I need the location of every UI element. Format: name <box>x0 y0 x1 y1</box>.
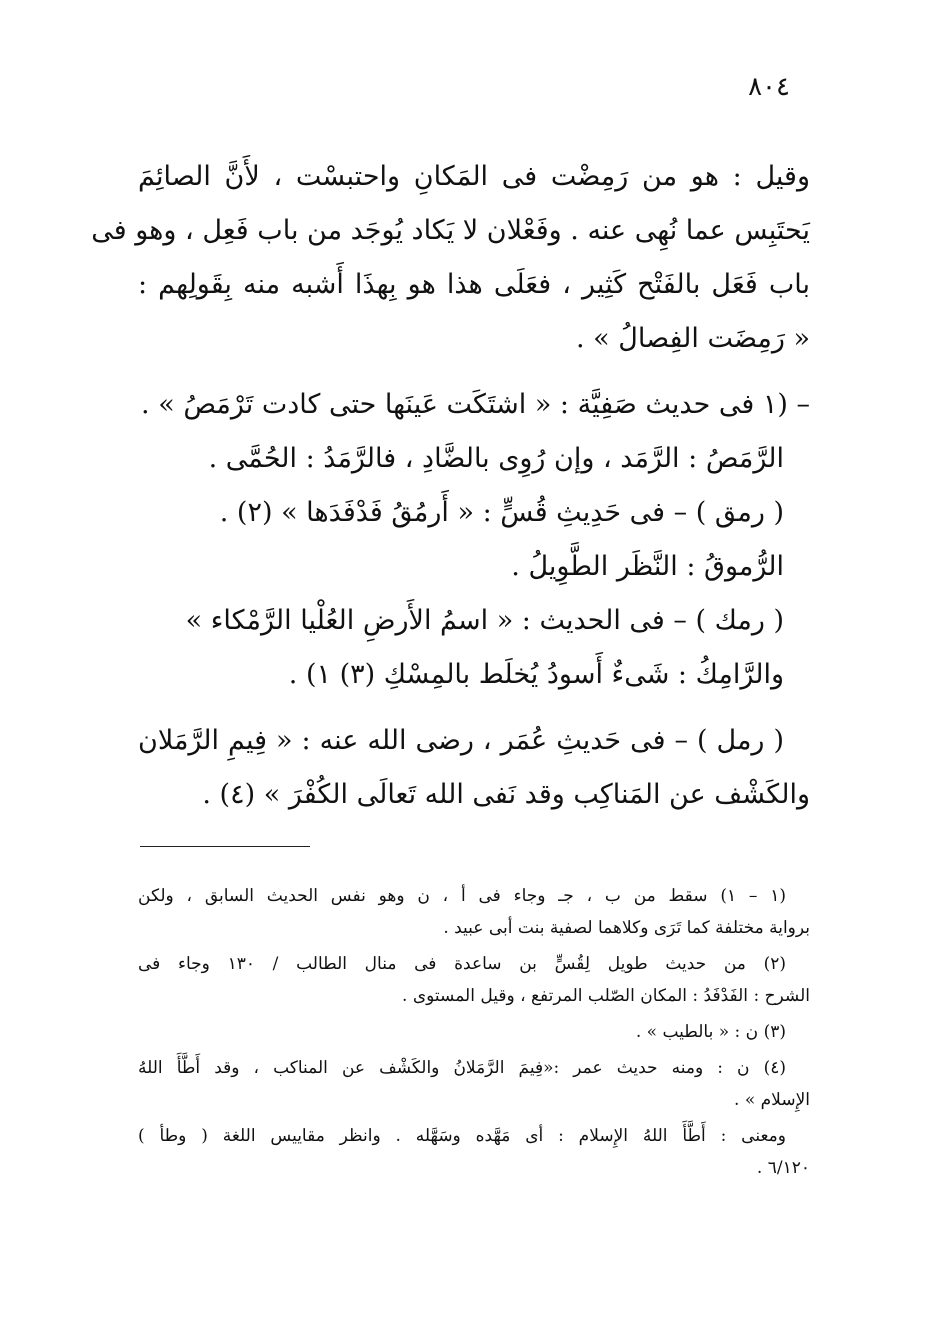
paragraph-2-line: والكَشْف عن المَناكِب وقد نَفى الله تَعالَى الكُفْرَ » (٤) . <box>202 779 810 810</box>
footnote-line: ومعنى : أَطَّأَ اللهُ الإِسلام : أى مَهَّده وسَهَّله . وانظر مقاييس اللغة ( وطأ ) <box>138 1126 786 1146</box>
footnote-line: (١ – ١) سقط من ب ، جـ وجاء فى أ ، ن وهو نفس الحديث السابق ، ولكن <box>138 886 787 906</box>
entry-rml-heading: ( رمل ) – فى حَديثِ عُمَر ، رضى الله عنه : « فِيمِ الرَّمَلان <box>138 725 784 756</box>
main-text <box>91 150 810 822</box>
paragraph-1-line: « رَمِضَت الفِصالُ » . <box>575 323 810 354</box>
paragraph-1-line: يَحتَبِس عما نُهِى عنه . وفَعْلان لا يَكاد يُوجَد من باب فَعِل ، وهو فى <box>91 215 810 246</box>
footnote-line: برواية مختلفة كما تَرَى وكلاهما لصفية بنت أبى عبيد . <box>443 918 810 938</box>
footnote-line: (٢) من حديث طويل لِقُسٍّ بن ساعدة فى منال الطالب / ١٣٠ وجاء فى <box>138 954 787 974</box>
entry-line: الرَّمَصُ : الرَّمَد ، وإن رُوِى بالضَّادِ ، فالرَّمَدُ : الحُمَّى . <box>208 443 784 474</box>
footnote-line: ٦/١٢٠ . <box>756 1158 810 1178</box>
entry-line: – (١ فى حديث صَفِيَّة : « اشتَكَت عَينَها حتى كادت تَرْمَصُ » . <box>141 389 810 420</box>
paragraph-1-line: وقيل : هو من رَمِضْت فى المَكانِ واحتبسْت ، لأَنَّ الصائِمَ <box>138 161 810 192</box>
footnote-line: (٤) ن : ومنه حديث عمر :«فِيمَ الرَّمَلانُ والكَشْف عن المناكب ، وقد أَطَّأَ اللهُ <box>138 1058 786 1078</box>
entry-rmq-heading: ( رمق ) – فى حَدِيثِ قُسٍّ : « أَرمُقُ فَدْفَدَها » (٢) . <box>219 497 784 528</box>
footnote-line: (٣) ن : « بالطيب » . <box>635 1022 786 1042</box>
footnotes <box>138 880 810 1184</box>
entry-line: والرَّامِكُ : شَىءٌ أَسودُ يُخلَط بالمِسْكِ (٣) ١) . <box>288 659 784 690</box>
footnote-divider <box>140 846 310 847</box>
entry-rmk-heading: ( رمك ) – فى الحديث : « اسمُ الأَرضِ العُلْيا الرَّمْكاء » <box>185 605 784 636</box>
page-number: ٨٠٤ <box>748 72 790 102</box>
paragraph-1-line: باب فَعَل بالفَتْح كَثِير ، فعَلَى هذا هو بِهذَا أَشبه منه بِقَولِهم : <box>138 269 810 300</box>
footnote-line: الشرح : الفَدْفَدُ : المكان الصّلب المرتفع ، وقيل المستوى . <box>402 986 810 1006</box>
footnote-line: الإِسلام » . <box>734 1090 810 1110</box>
entry-line: الرُّموقُ : النَّظَر الطَّوِيلُ . <box>511 551 784 582</box>
